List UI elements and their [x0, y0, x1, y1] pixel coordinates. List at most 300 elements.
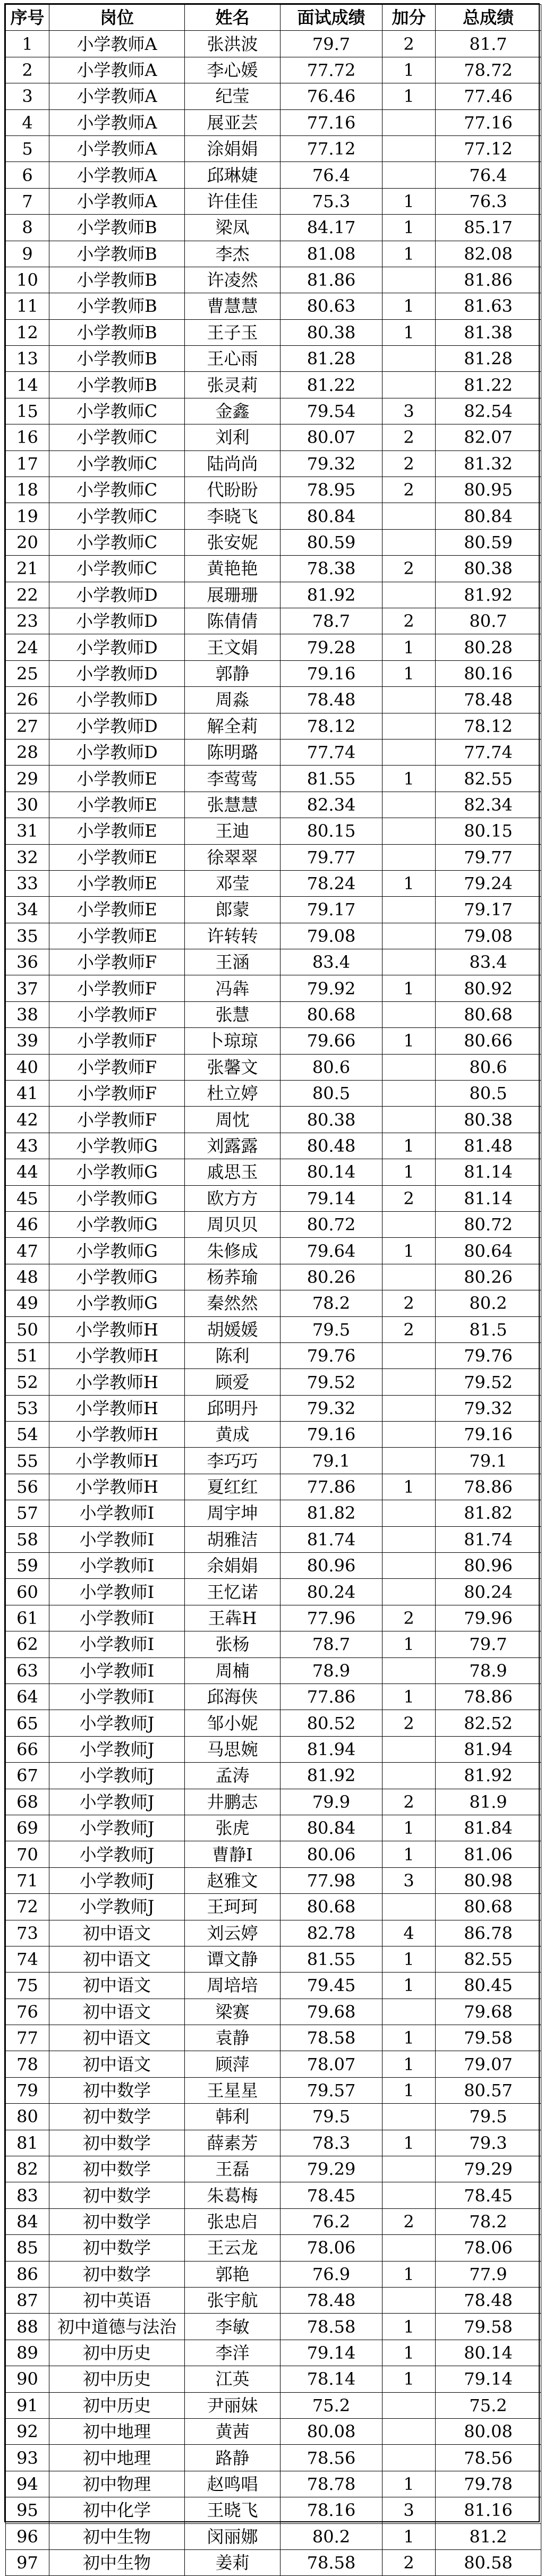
cell-bonus: 1: [382, 2366, 436, 2392]
cell-bonus: [382, 818, 436, 844]
table-row: [6, 975, 541, 1001]
cell-no: 24: [6, 634, 49, 660]
cell-post: 小学教师C: [49, 556, 185, 582]
cell-name: 许转转: [185, 923, 280, 949]
table-row: [6, 713, 541, 739]
cell-name: 周楠: [185, 1657, 280, 1684]
cell-bonus: 2: [382, 1710, 436, 1736]
cell-total-score: 82.07: [436, 424, 541, 450]
cell-interview-score: 76.46: [280, 83, 382, 109]
cell-bonus: 1: [382, 2523, 436, 2549]
cell-total-score: 81.14: [436, 1185, 541, 1211]
cell-interview-score: 79.32: [280, 450, 382, 477]
cell-bonus: 2: [382, 31, 436, 57]
cell-total-score: 81.82: [436, 1500, 541, 1526]
table-row: [6, 2208, 541, 2234]
cell-bonus: 1: [382, 2340, 436, 2366]
table-row: [6, 319, 541, 345]
cell-name: 韩利: [185, 2104, 280, 2130]
cell-no: 49: [6, 1290, 49, 1316]
cell-bonus: 2: [382, 1789, 436, 1815]
cell-interview-score: 78.45: [280, 2182, 382, 2208]
cell-post: 初中数学: [49, 2104, 185, 2130]
cell-post: 小学教师J: [49, 1763, 185, 1789]
cell-no: 35: [6, 923, 49, 949]
header-cell-name: 姓名: [185, 5, 280, 31]
table-row: [6, 1920, 541, 1946]
table-row: [6, 1264, 541, 1290]
cell-no: 61: [6, 1605, 49, 1631]
table-row: [6, 1185, 541, 1211]
cell-bonus: [382, 897, 436, 923]
cell-no: 4: [6, 109, 49, 135]
table-row: [6, 792, 541, 818]
cell-no: 76: [6, 1999, 49, 2025]
cell-interview-score: 78.78: [280, 2471, 382, 2497]
cell-post: 小学教师B: [49, 319, 185, 345]
cell-no: 20: [6, 529, 49, 555]
table-row: [6, 1159, 541, 1185]
cell-name: 杨荞瑜: [185, 1264, 280, 1290]
cell-post: 小学教师I: [49, 1500, 185, 1526]
cell-no: 47: [6, 1238, 49, 1264]
cell-post: 小学教师I: [49, 1526, 185, 1552]
table-row: [6, 293, 541, 319]
cell-post: 小学教师C: [49, 424, 185, 450]
cell-name: 夏红红: [185, 1474, 280, 1500]
cell-no: 67: [6, 1763, 49, 1789]
cell-total-score: 78.06: [436, 2235, 541, 2261]
cell-bonus: [382, 2287, 436, 2313]
table-row: [6, 2445, 541, 2471]
cell-interview-score: 78.7: [280, 1631, 382, 1657]
cell-name: 王星星: [185, 2077, 280, 2103]
cell-no: 84: [6, 2208, 49, 2234]
cell-interview-score: 78.14: [280, 2366, 382, 2392]
cell-interview-score: 79.66: [280, 1028, 382, 1054]
cell-post: 初中数学: [49, 2130, 185, 2156]
cell-no: 91: [6, 2392, 49, 2418]
cell-bonus: [382, 372, 436, 398]
table-row: [6, 1211, 541, 1237]
cell-no: 12: [6, 319, 49, 345]
cell-no: 74: [6, 1946, 49, 1972]
cell-interview-score: 75.3: [280, 188, 382, 214]
cell-bonus: [382, 1395, 436, 1421]
cell-no: 9: [6, 241, 49, 267]
cell-total-score: 81.74: [436, 1526, 541, 1552]
cell-post: 小学教师C: [49, 477, 185, 503]
cell-no: 15: [6, 398, 49, 424]
cell-post: 初中数学: [49, 2261, 185, 2287]
table-row: [6, 1342, 541, 1368]
table-row: [6, 556, 541, 582]
cell-post: 小学教师C: [49, 450, 185, 477]
cell-total-score: 80.96: [436, 1553, 541, 1579]
cell-bonus: 2: [382, 477, 436, 503]
cell-name: 郭静: [185, 660, 280, 686]
cell-total-score: 80.57: [436, 2077, 541, 2103]
cell-bonus: [382, 949, 436, 975]
table-row: [6, 477, 541, 503]
cell-total-score: 81.14: [436, 1159, 541, 1185]
cell-name: 王晓飞: [185, 2497, 280, 2523]
cell-name: 涂娟娟: [185, 135, 280, 161]
cell-bonus: [382, 792, 436, 818]
cell-post: 小学教师I: [49, 1684, 185, 1710]
table-row: [6, 1631, 541, 1657]
cell-name: 孟涛: [185, 1763, 280, 1789]
cell-post: 小学教师F: [49, 1107, 185, 1133]
cell-no: 7: [6, 188, 49, 214]
cell-total-score: 82.55: [436, 1946, 541, 1972]
cell-interview-score: 81.92: [280, 582, 382, 608]
cell-name: 梁凤: [185, 215, 280, 241]
cell-interview-score: 80.08: [280, 2418, 382, 2444]
table-row: [6, 503, 541, 529]
cell-bonus: 2: [382, 608, 436, 634]
cell-post: 小学教师G: [49, 1159, 185, 1185]
cell-bonus: [382, 1369, 436, 1395]
cell-post: 初中地理: [49, 2445, 185, 2471]
cell-total-score: 81.84: [436, 1815, 541, 1841]
cell-total-score: 80.15: [436, 818, 541, 844]
cell-bonus: 1: [382, 1631, 436, 1657]
cell-bonus: 1: [382, 2130, 436, 2156]
cell-name: 尹丽妹: [185, 2392, 280, 2418]
cell-name: 梁赛: [185, 1999, 280, 2025]
cell-bonus: 1: [382, 870, 436, 896]
cell-interview-score: 81.86: [280, 267, 382, 293]
cell-interview-score: 80.72: [280, 1211, 382, 1237]
cell-total-score: 78.72: [436, 57, 541, 83]
cell-total-score: 79.7: [436, 1631, 541, 1657]
table-row: [6, 188, 541, 214]
cell-interview-score: 78.56: [280, 2445, 382, 2471]
table-row: [6, 687, 541, 713]
cell-total-score: 81.86: [436, 267, 541, 293]
cell-post: 小学教师J: [49, 1736, 185, 1762]
cell-no: 58: [6, 1526, 49, 1552]
cell-post: 小学教师D: [49, 739, 185, 765]
cell-no: 38: [6, 1001, 49, 1027]
cell-bonus: [382, 713, 436, 739]
cell-interview-score: 79.08: [280, 923, 382, 949]
table-row: [6, 608, 541, 634]
cell-post: 初中语文: [49, 1999, 185, 2025]
cell-no: 17: [6, 450, 49, 477]
cell-bonus: [382, 2235, 436, 2261]
cell-bonus: 2: [382, 424, 436, 450]
cell-total-score: 80.68: [436, 1894, 541, 1920]
cell-name: 王迪: [185, 818, 280, 844]
cell-interview-score: 80.59: [280, 529, 382, 555]
cell-interview-score: 77.86: [280, 1684, 382, 1710]
cell-bonus: 1: [382, 1841, 436, 1867]
cell-name: 胡媛媛: [185, 1316, 280, 1342]
table-row: [6, 870, 541, 896]
cell-no: 34: [6, 897, 49, 923]
cell-no: 46: [6, 1211, 49, 1237]
cell-no: 33: [6, 870, 49, 896]
cell-post: 初中数学: [49, 2156, 185, 2182]
cell-total-score: 79.78: [436, 2471, 541, 2497]
cell-no: 97: [6, 2549, 49, 2575]
cell-total-score: 79.32: [436, 1395, 541, 1421]
table-row: [6, 739, 541, 765]
cell-interview-score: 80.07: [280, 424, 382, 450]
cell-interview-score: 84.17: [280, 215, 382, 241]
table-row: [6, 2497, 541, 2523]
cell-bonus: 1: [382, 1815, 436, 1841]
cell-bonus: [382, 2418, 436, 2444]
cell-interview-score: 76.2: [280, 2208, 382, 2234]
cell-post: 小学教师A: [49, 57, 185, 83]
cell-post: 小学教师F: [49, 1081, 185, 1107]
cell-bonus: [382, 346, 436, 372]
cell-post: 初中英语: [49, 2287, 185, 2313]
cell-post: 小学教师G: [49, 1290, 185, 1316]
cell-total-score: 79.68: [436, 1999, 541, 2025]
table-row: [6, 2182, 541, 2208]
cell-interview-score: 78.58: [280, 2025, 382, 2051]
cell-interview-score: 77.12: [280, 135, 382, 161]
cell-post: 初中历史: [49, 2366, 185, 2392]
cell-interview-score: 80.26: [280, 1264, 382, 1290]
cell-name: 李晓飞: [185, 503, 280, 529]
cell-total-score: 82.34: [436, 792, 541, 818]
cell-bonus: 3: [382, 398, 436, 424]
cell-post: 小学教师B: [49, 241, 185, 267]
cell-bonus: 1: [382, 766, 436, 792]
header-cell-no: 序号: [6, 5, 49, 31]
cell-bonus: [382, 1211, 436, 1237]
cell-post: 初中语文: [49, 1973, 185, 1999]
cell-bonus: [382, 1553, 436, 1579]
cell-interview-score: 81.22: [280, 372, 382, 398]
cell-interview-score: 76.4: [280, 162, 382, 188]
cell-no: 50: [6, 1316, 49, 1342]
cell-total-score: 81.16: [436, 2497, 541, 2523]
cell-total-score: 81.9: [436, 1789, 541, 1815]
cell-bonus: 1: [382, 634, 436, 660]
cell-no: 39: [6, 1028, 49, 1054]
cell-post: 小学教师A: [49, 31, 185, 57]
cell-no: 94: [6, 2471, 49, 2497]
cell-name: 刘云婷: [185, 1920, 280, 1946]
cell-post: 初中数学: [49, 2077, 185, 2103]
cell-interview-score: 79.16: [280, 1422, 382, 1448]
cell-bonus: 1: [382, 660, 436, 686]
cell-name: 刘利: [185, 424, 280, 450]
cell-post: 小学教师I: [49, 1579, 185, 1605]
cell-post: 小学教师J: [49, 1710, 185, 1736]
cell-total-score: 81.92: [436, 582, 541, 608]
cell-bonus: 1: [382, 2261, 436, 2287]
cell-post: 小学教师B: [49, 267, 185, 293]
cell-name: 王磊: [185, 2156, 280, 2182]
cell-name: 余娟娟: [185, 1553, 280, 1579]
table-row: [6, 2051, 541, 2077]
cell-bonus: 1: [382, 1238, 436, 1264]
cell-bonus: [382, 1264, 436, 1290]
cell-no: 96: [6, 2523, 49, 2549]
table-row: [6, 1500, 541, 1526]
cell-total-score: 80.26: [436, 1264, 541, 1290]
score-table: [5, 4, 541, 2576]
cell-post: 小学教师E: [49, 818, 185, 844]
cell-no: 25: [6, 660, 49, 686]
table-row: [6, 1133, 541, 1159]
cell-name: 冯犇: [185, 975, 280, 1001]
cell-no: 62: [6, 1631, 49, 1657]
cell-post: 小学教师B: [49, 215, 185, 241]
cell-bonus: [382, 267, 436, 293]
cell-bonus: [382, 135, 436, 161]
table-body: [6, 31, 541, 2576]
table-row: [6, 1736, 541, 1762]
cell-no: 63: [6, 1657, 49, 1684]
cell-bonus: [382, 2156, 436, 2182]
cell-post: 小学教师A: [49, 83, 185, 109]
table-row: [6, 1448, 541, 1474]
cell-no: 45: [6, 1185, 49, 1211]
cell-total-score: 79.14: [436, 2366, 541, 2392]
cell-name: 周培培: [185, 1973, 280, 1999]
cell-name: 赵鸣唱: [185, 2471, 280, 2497]
cell-no: 37: [6, 975, 49, 1001]
table-row: [6, 1789, 541, 1815]
cell-no: 48: [6, 1264, 49, 1290]
cell-name: 邱海侠: [185, 1684, 280, 1710]
cell-post: 小学教师H: [49, 1395, 185, 1421]
cell-post: 小学教师H: [49, 1342, 185, 1368]
cell-interview-score: 81.55: [280, 1946, 382, 1972]
cell-post: 小学教师D: [49, 660, 185, 686]
cell-name: 王心雨: [185, 346, 280, 372]
cell-interview-score: 78.24: [280, 870, 382, 896]
cell-bonus: [382, 1763, 436, 1789]
cell-total-score: 78.9: [436, 1657, 541, 1684]
cell-no: 71: [6, 1867, 49, 1893]
cell-post: 初中语文: [49, 2025, 185, 2051]
cell-bonus: [382, 2182, 436, 2208]
header-cell-bonus: 加分: [382, 5, 436, 31]
cell-post: 小学教师E: [49, 792, 185, 818]
table-row: [6, 398, 541, 424]
table-row: [6, 897, 541, 923]
cell-name: 朱修成: [185, 1238, 280, 1264]
table-row: [6, 634, 541, 660]
cell-total-score: 82.55: [436, 766, 541, 792]
cell-no: 8: [6, 215, 49, 241]
cell-total-score: 81.7: [436, 31, 541, 57]
table-row: [6, 1054, 541, 1080]
table-row: [6, 1946, 541, 1972]
cell-bonus: [382, 2445, 436, 2471]
cell-total-score: 79.96: [436, 1605, 541, 1631]
cell-post: 小学教师F: [49, 949, 185, 975]
table-row: [6, 582, 541, 608]
cell-total-score: 81.94: [436, 1736, 541, 1762]
table-row: [6, 2235, 541, 2261]
cell-post: 小学教师H: [49, 1474, 185, 1500]
cell-interview-score: 77.74: [280, 739, 382, 765]
cell-bonus: [382, 1736, 436, 1762]
cell-bonus: [382, 1422, 436, 1448]
cell-name: 李杰: [185, 241, 280, 267]
cell-interview-score: 79.64: [280, 1238, 382, 1264]
cell-post: 小学教师H: [49, 1448, 185, 1474]
cell-name: 金鑫: [185, 398, 280, 424]
table-row: [6, 1001, 541, 1027]
cell-total-score: 80.95: [436, 477, 541, 503]
cell-total-score: 79.17: [436, 897, 541, 923]
table-row: [6, 529, 541, 555]
cell-total-score: 80.72: [436, 1211, 541, 1237]
cell-no: 28: [6, 739, 49, 765]
cell-post: 初中道德与法治: [49, 2314, 185, 2340]
cell-post: 小学教师D: [49, 582, 185, 608]
cell-name: 代盼盼: [185, 477, 280, 503]
table-row: [6, 818, 541, 844]
cell-total-score: 79.24: [436, 870, 541, 896]
cell-post: 初中地理: [49, 2418, 185, 2444]
cell-name: 张虎: [185, 1815, 280, 1841]
cell-bonus: 1: [382, 241, 436, 267]
cell-no: 70: [6, 1841, 49, 1867]
cell-bonus: 1: [382, 2025, 436, 2051]
cell-interview-score: 80.52: [280, 1710, 382, 1736]
cell-name: 袁静: [185, 2025, 280, 2051]
cell-post: 初中物理: [49, 2471, 185, 2497]
table-row: [6, 766, 541, 792]
cell-total-score: 78.48: [436, 687, 541, 713]
cell-total-score: 77.46: [436, 83, 541, 109]
cell-bonus: 1: [382, 1946, 436, 1972]
cell-total-score: 80.14: [436, 2340, 541, 2366]
cell-name: 王文娟: [185, 634, 280, 660]
cell-bonus: [382, 1657, 436, 1684]
cell-total-score: 85.17: [436, 215, 541, 241]
table-row: [6, 2025, 541, 2051]
cell-post: 初中数学: [49, 2182, 185, 2208]
table-row: [6, 2340, 541, 2366]
cell-name: 张忠启: [185, 2208, 280, 2234]
cell-name: 邓莹: [185, 870, 280, 896]
table-row: [6, 2314, 541, 2340]
cell-bonus: [382, 1500, 436, 1526]
cell-total-score: 79.58: [436, 2025, 541, 2051]
cell-no: 36: [6, 949, 49, 975]
cell-post: 小学教师E: [49, 897, 185, 923]
cell-interview-score: 77.86: [280, 1474, 382, 1500]
cell-total-score: 80.6: [436, 1054, 541, 1080]
cell-interview-score: 77.16: [280, 109, 382, 135]
cell-no: 26: [6, 687, 49, 713]
cell-post: 小学教师I: [49, 1657, 185, 1684]
cell-interview-score: 79.9: [280, 1789, 382, 1815]
cell-interview-score: 80.84: [280, 503, 382, 529]
cell-no: 14: [6, 372, 49, 398]
cell-name: 黄茜: [185, 2418, 280, 2444]
cell-name: 朱葛梅: [185, 2182, 280, 2208]
cell-no: 19: [6, 503, 49, 529]
cell-no: 44: [6, 1159, 49, 1185]
cell-name: 顾爱: [185, 1369, 280, 1395]
cell-total-score: 79.52: [436, 1369, 541, 1395]
cell-name: 邱明丹: [185, 1395, 280, 1421]
